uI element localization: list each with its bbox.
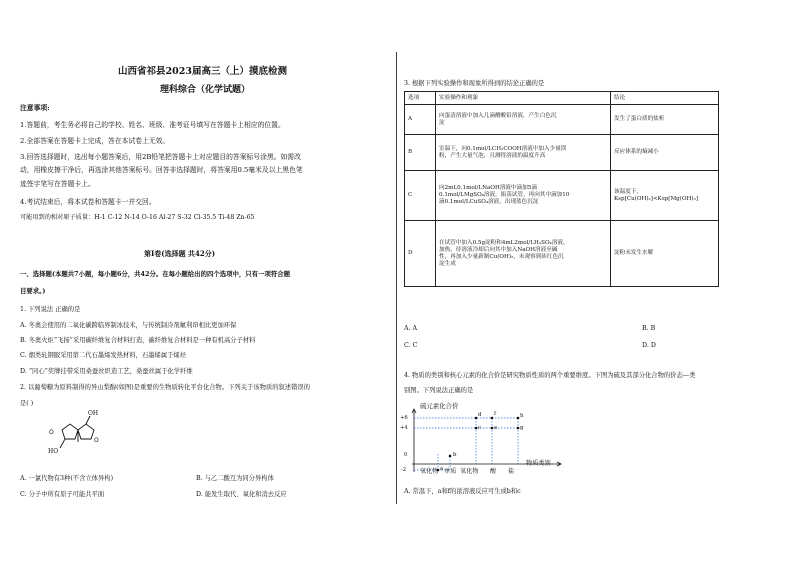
ytick-zero: 0 <box>404 452 408 458</box>
op-line: 室温下，向0.1mol/LCH₃COOH溶液中加入少量镁 <box>439 145 567 152</box>
op-line: 滴0.1mol/LCuSO₄溶液，出现蓝色沉淀 <box>439 199 539 205</box>
column-divider <box>396 52 397 504</box>
note-line-3: 3.回答选择题时，选出每小题答案后，用2B铅笔把答题卡上对应题目的答案标号涂黑。如需改 <box>20 153 301 161</box>
table-row <box>405 135 719 171</box>
q4-option-a: A. 常温下，a和f的浓溶液反应可生成b和c <box>404 488 521 495</box>
conc-line: 该温度下， <box>614 188 642 195</box>
q1-option-c: C. 烟类轧钢服采用第二代石墨烯发热材料，石墨烯属于烯烃 <box>20 352 187 359</box>
atomic-mass-line: 可能用到的相对原子质量：H-1 C-12 N-14 O-16 Al-27 S-32 Cl-35.5 Ti-48 Zn-65 <box>20 214 255 221</box>
q1-option-b: B. 冬奥火炬“飞扬”采用碳纤维复合材料打造，碳纤维复合材料是一种有机高分子材料 <box>20 337 256 344</box>
header-option: 选项 <box>405 92 436 105</box>
row-operation <box>436 221 611 287</box>
experiment-table <box>404 91 719 287</box>
note-line-2: 2.全部答案在答题卡上完成，答在本试卷上无效。 <box>20 137 170 145</box>
op-line: 粉，产生大量气泡，且测得溶液的温度升高 <box>439 152 546 159</box>
svg-text:O: O <box>49 429 54 436</box>
graph-xlabel: 物质类别 <box>526 460 551 467</box>
op-line: 向2mL0.1mol/LNaOH溶液中滴加5滴 <box>439 185 537 191</box>
point-h: h <box>520 413 524 419</box>
table-header-row <box>405 92 719 105</box>
valence-category-graph <box>398 398 578 484</box>
graph-ylabel: 硫元素化合价 <box>420 402 459 410</box>
point-a: a <box>440 466 444 472</box>
xcat-acid: 酸 <box>490 468 497 475</box>
xcat-element: 单质 <box>444 468 457 475</box>
note-line-1: 1.答题前，考生务必将自己的学校、姓名、班级、准考证号填写在答题卡上相应的位置。 <box>20 121 285 129</box>
section-title: 第Ⅰ卷(选择题 共42分) <box>144 249 216 258</box>
q3-stem: 3. 根据下列实验操作和现象所得到的结论正确的是 <box>404 80 545 87</box>
q4-stem-1: 4. 物质的类别和核心元素的化合价是研究物质性质的两个重要维度。下图为硫及其部分化合物的价态—类 <box>404 372 696 379</box>
op-line: 淀生成 <box>439 260 456 267</box>
op-line: 在试管中加入0.5g淀粉和4mL2mol/LH₂SO₄溶液， <box>439 239 569 246</box>
q2-option-d: D. 能发生取代、氧化和消去反应 <box>196 491 287 498</box>
ytick-minus2: -2 <box>401 467 407 473</box>
row-conclusion: 发生了蛋白质的盐析 <box>611 105 719 135</box>
xcat-oxide-2: 氧化物 <box>460 468 479 475</box>
row-option: B <box>405 135 436 171</box>
op-line: 淀 <box>439 119 445 126</box>
section-intro-1: 一、选择题(本题共7小题，每小题6分，共42分。在每小题给出的四个选项中，只有一项符合题 <box>20 270 291 278</box>
row-option: A <box>405 105 436 135</box>
q1-stem: 1. 下列说法 正确的是 <box>20 306 81 313</box>
point-d: d <box>478 412 482 418</box>
row-option: D <box>405 221 436 287</box>
header-conclusion: 结论 <box>611 92 719 105</box>
header-operation: 实验操作和现象 <box>436 92 611 105</box>
point-b: b <box>453 452 457 458</box>
q4-stem-2: 别图。下列说法正确的是 <box>404 387 474 394</box>
exam-subtitle: 理科综合（化学试题） <box>160 85 251 95</box>
q3-option-d: D. D <box>642 342 656 349</box>
mol-ho-label: HO <box>48 448 59 455</box>
notes-heading: 注意事项: <box>20 104 50 112</box>
isosorbide-structure <box>40 410 120 458</box>
note-line-4: 动，用橡皮擦干净后，再选涂其他答案标号。回答非选择题时，将答案用0.5毫米及以上黑色笔 <box>20 166 303 174</box>
q1-option-d: D. “同心”奖牌挂带采用桑蚕丝织造工艺，桑蚕丝属于化学纤维 <box>20 368 193 375</box>
op-line: 0.1mol/LMgSO₄溶液，振荡试管，再向其中滴加10 <box>439 192 570 198</box>
table-row <box>405 105 719 135</box>
row-conclusion: 淀粉未发生水解 <box>611 221 719 287</box>
row-operation <box>436 171 611 221</box>
op-line: 向蛋清溶液中加入几滴醋酸铅溶液，产生白色沉 <box>439 112 557 119</box>
note-line-6: 4.考试结束后，将本试卷和答题卡一并交回。 <box>20 198 156 206</box>
q2-stem-1: 2. 以葡萄糖为原料制得的异山梨醇(如图)是重要的生物质转化平台化合物。下列关于该物质的叙述错误的 <box>20 384 310 391</box>
row-operation <box>436 135 611 171</box>
note-line-5: 迹签字笔写在答题卡上。 <box>20 180 95 188</box>
row-conclusion: 反应体系的熵减小 <box>611 135 719 171</box>
mol-oh-label: OH <box>88 410 99 417</box>
ytick-plus4: +4 <box>400 425 408 431</box>
point-e: e <box>494 425 498 431</box>
q3-option-a: A. A <box>404 325 418 332</box>
row-operation <box>436 105 611 135</box>
ytick-plus6: +6 <box>400 415 408 421</box>
q2-stem-2: 是( ) <box>20 400 34 407</box>
exam-title: 山西省祁县2023届高三（上）摸底检测 <box>118 66 287 77</box>
point-f: f <box>494 411 496 417</box>
conc-line: Ksp[Cu(OH)₂]<Ksp[Mg(OH)₂] <box>614 195 699 202</box>
q2-option-c: C. 分子中所有原子可能共平面 <box>20 491 105 498</box>
q3-option-b: B. B <box>642 325 656 332</box>
point-g: g <box>520 425 524 431</box>
table-row <box>405 221 719 287</box>
q2-option-b: B. 与乙二酸互为同分异构体 <box>196 475 274 482</box>
q3-option-c: C. C <box>404 342 418 349</box>
xcat-salt: 盐 <box>508 468 515 475</box>
section-intro-2: 目要求。) <box>20 287 46 295</box>
row-conclusion <box>611 171 719 221</box>
point-c: c <box>478 425 482 431</box>
row-option: C <box>405 171 436 221</box>
svg-text:O: O <box>94 437 99 444</box>
table-row <box>405 171 719 221</box>
q1-option-a: A. 冬奥会使用的二氧化碳跨临界制冰技术，与传统制冷剂氟利昂相比更加环保 <box>20 322 237 329</box>
q2-option-a: A. 一氯代物有3种(不含立体异构) <box>20 475 114 482</box>
op-line: 性，再加入少量新制Cu(OH)₂，未观察到砖红色沉 <box>439 253 564 260</box>
xcat-oxide-1: 氧化物 <box>420 468 439 475</box>
op-line: 加热，待溶液冷却后向其中加入NaOH溶液至碱 <box>439 246 558 253</box>
